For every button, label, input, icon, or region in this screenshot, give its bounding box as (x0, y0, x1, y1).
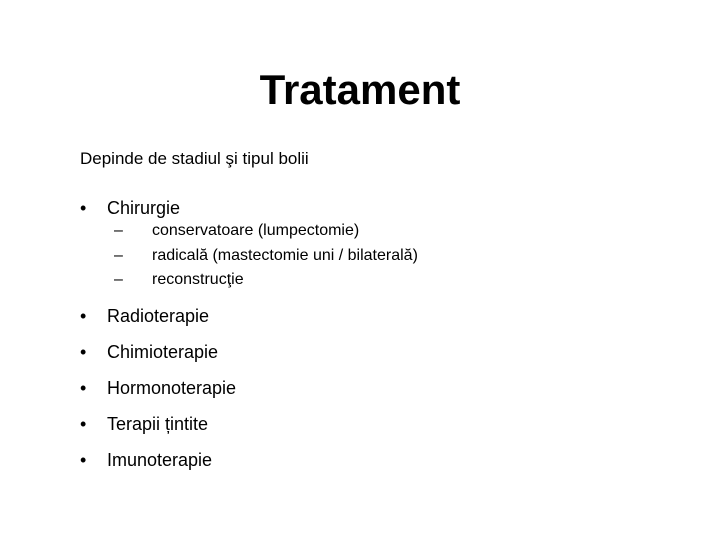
subitem-label: radicală (mastectomie uni / bilaterală) (152, 247, 418, 264)
subitem-conservatoare (114, 220, 359, 242)
bullet-icon: • (80, 414, 87, 434)
dash-icon: – (114, 271, 123, 288)
bullet-icon: • (80, 342, 87, 362)
subitem-label: conservatoare (lumpectomie) (152, 222, 360, 239)
dash-icon: – (114, 222, 123, 239)
bullet-item-chirurgie (80, 196, 180, 220)
bullet-label: Radioterapie (107, 306, 210, 326)
bullet-icon: • (80, 378, 87, 398)
bullet-label: Imunoterapie (107, 450, 213, 470)
subitem-label: reconstrucţie (152, 271, 244, 288)
subitem-reconstructie (114, 269, 244, 291)
slide-title: Tratament (259, 66, 461, 113)
bullet-icon: • (80, 306, 87, 326)
bullet-label: Chirurgie (107, 198, 181, 218)
bullet-item-radioterapie (80, 304, 209, 328)
bullet-label: Hormonoterapie (107, 378, 237, 398)
bullet-item-imunoterapie (80, 448, 212, 472)
bullet-icon: • (80, 198, 87, 218)
bullet-item-hormonoterapie (80, 376, 236, 400)
bullet-icon: • (80, 450, 87, 470)
dash-icon: – (114, 247, 123, 264)
intro-text: Depinde de stadiul şi tipul bolii (80, 149, 309, 168)
bullet-item-chimioterapie (80, 340, 218, 364)
bullet-label: Chimioterapie (107, 342, 219, 362)
subitem-radicala (114, 245, 418, 267)
bullet-label: Terapii țintite (107, 414, 209, 434)
bullet-item-terapii-tintite (80, 412, 208, 436)
